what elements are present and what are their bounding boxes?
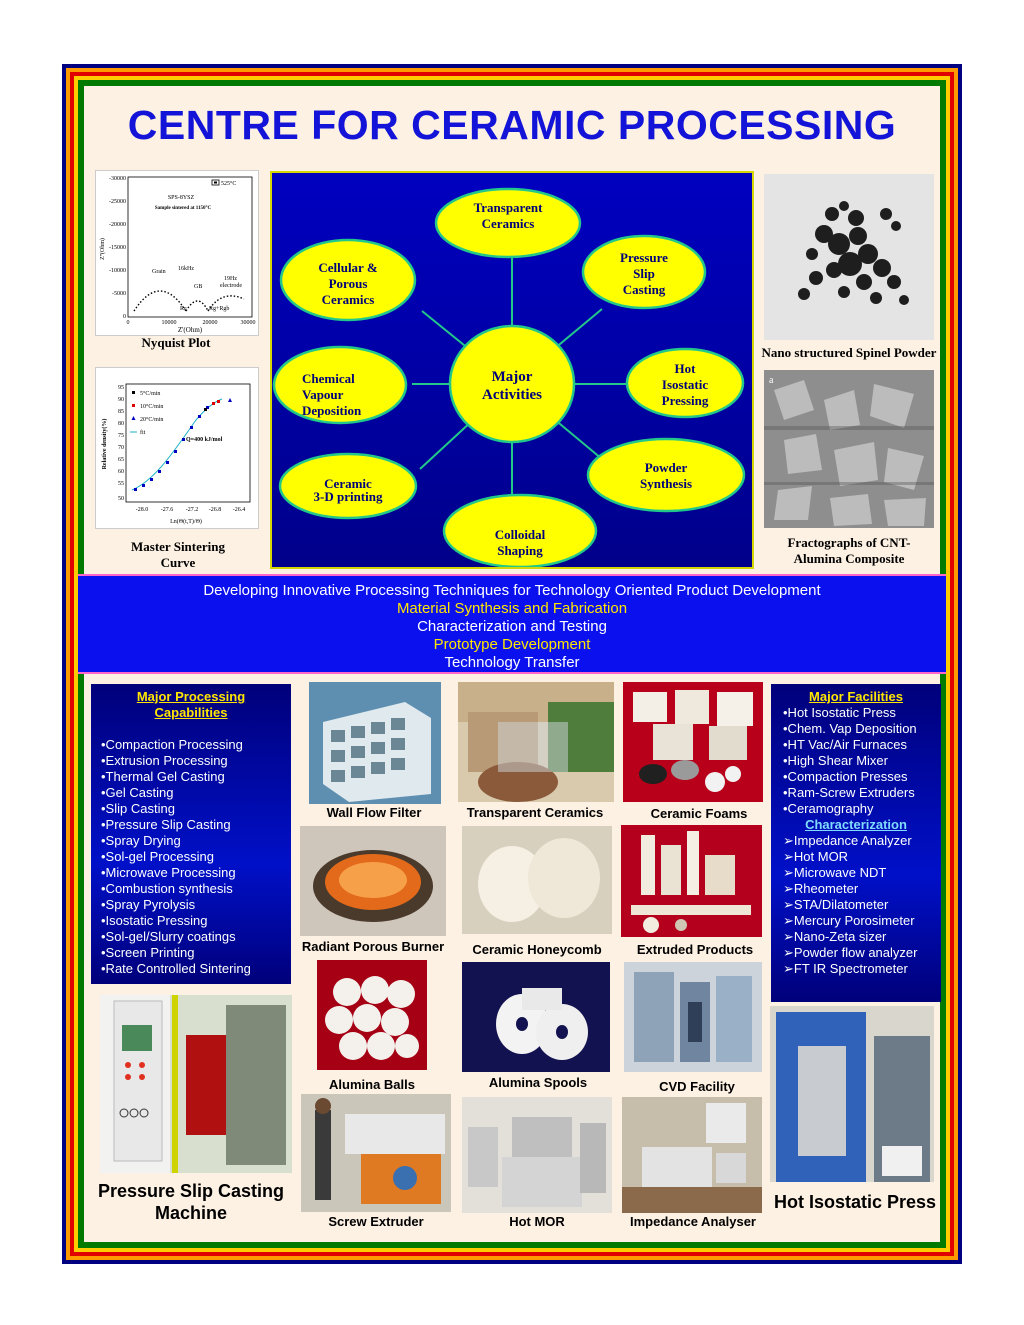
band-line: Characterization and Testing	[417, 618, 607, 635]
diagram-node-label: Vapour	[302, 387, 344, 402]
capability-item: •Compaction Processing	[101, 737, 243, 752]
nyquist-sintered-label: Sample sintered at 1150°C	[154, 206, 212, 211]
cnt-image-label: a	[769, 375, 774, 386]
diagram-center-label: Major	[491, 369, 533, 385]
capability-item: •Screen Printing	[101, 945, 195, 960]
ceramic-foams-caption: Ceramic Foams	[650, 806, 748, 821]
capability-item: •Extrusion Processing	[101, 753, 228, 768]
characterization-item: ➢STA/Dilatometer	[783, 897, 889, 912]
nyquist-annotation: electrode	[220, 283, 242, 289]
nyquist-annotation: GB	[194, 284, 203, 290]
hot-isostatic-press-image	[770, 1006, 934, 1182]
characterization-item: ➢FT IR Spectrometer	[783, 961, 908, 976]
facility-item: •High Shear Mixer	[783, 753, 888, 768]
facility-item: •HT Vac/Air Furnaces	[783, 737, 907, 752]
diagram-node-label: 3-D printing	[313, 489, 383, 504]
sintering-caption-line: Curve	[160, 555, 196, 570]
diagram-node-label: Porous	[328, 276, 368, 291]
facility-item: •Hot Isostatic Press	[783, 705, 896, 720]
screw-extruder-image	[301, 1094, 451, 1212]
band-line: Developing Innovative Processing Techniques for Technology Oriented Product Development	[203, 582, 821, 599]
psc-machine-caption	[86, 1180, 296, 1224]
hot-mor-image	[462, 1097, 612, 1213]
nyquist-y-tick: -30000	[109, 176, 126, 182]
alumina-spools-caption: Alumina Spools	[488, 1075, 588, 1090]
sintering-y-tick: 65	[118, 457, 124, 463]
capability-item: •Isostatic Pressing	[101, 913, 208, 928]
sintering-x-tick: -26.8	[208, 507, 222, 513]
capability-item: •Slip Casting	[101, 801, 175, 816]
sintering-y-tick: 50	[118, 496, 124, 502]
transparent-ceramics-caption: Transparent Ceramics	[466, 805, 604, 820]
capabilities-heading: Capabilities	[154, 705, 228, 720]
facilities-heading: Major Facilities	[809, 689, 903, 704]
diagram-node-label: Ceramic	[324, 476, 372, 491]
sintering-y-tick: 80	[118, 421, 124, 427]
sintering-y-tick: 55	[118, 481, 124, 487]
facility-item: •Ram-Screw Extruders	[783, 785, 915, 800]
nyquist-y-tick: -20000	[109, 222, 126, 228]
nyquist-x-tick: 30000	[240, 320, 256, 326]
nyquist-sample-label: SPS-8YSZ	[167, 195, 195, 201]
sintering-y-tick: 85	[118, 409, 124, 415]
sintering-y-tick: 75	[118, 433, 124, 439]
nyquist-plot	[95, 170, 259, 336]
nyquist-y-tick: -25000	[109, 199, 126, 205]
sintering-curve-plot	[95, 367, 259, 529]
major-activities-diagram	[270, 171, 754, 569]
alumina-spools-image	[462, 962, 610, 1072]
extruded-products-image	[621, 825, 762, 937]
nyquist-annotation: Rg+Rgb	[209, 306, 230, 312]
diagram-nodes	[272, 173, 752, 567]
hot-mor-caption: Hot MOR	[509, 1214, 565, 1229]
capability-item: •Combustion synthesis	[101, 881, 233, 896]
capability-item: •Spray Drying	[101, 833, 181, 848]
sintering-caption-line: Master Sintering	[131, 539, 225, 554]
diagram-node-label: Isostatic	[661, 377, 709, 392]
band-line: Prototype Development	[433, 636, 591, 653]
nyquist-y-tick: -5000	[112, 291, 126, 297]
cnt-fractograph-image	[764, 370, 934, 528]
nano-spinel-powder-image	[764, 174, 934, 340]
spinel-caption: Nano structured Spinel Powder	[761, 345, 937, 360]
diagram-node-label: Cellular &	[318, 260, 378, 275]
alumina-balls-image	[317, 960, 427, 1070]
capability-item: •Sol-gel/Slurry coatings	[101, 929, 236, 944]
sintering-y-tick: 70	[118, 445, 124, 451]
cvd-facility-image	[624, 962, 762, 1072]
nyquist-legend: 525°C	[221, 181, 237, 187]
characterization-item: ➢Microwave NDT	[783, 865, 887, 880]
radiant-burner-caption: Radiant Porous Burner	[301, 939, 445, 954]
band-line: Material Synthesis and Fabrication	[396, 600, 628, 617]
transparent-ceramics-image	[458, 682, 614, 802]
nyquist-x-tick: 10000	[161, 320, 177, 326]
characterization-heading: Characterization	[805, 817, 907, 832]
mission-band	[78, 574, 946, 674]
cnt-caption	[756, 535, 942, 567]
diagram-node-label: Pressure	[620, 250, 668, 265]
sintering-legend-item: 5°C/min	[140, 391, 161, 397]
wall-flow-filter-image	[309, 682, 441, 804]
nyquist-caption: Nyquist Plot	[141, 335, 211, 350]
nyquist-annotation: Re	[180, 306, 187, 312]
hip-caption: Hot Isostatic Press	[773, 1192, 937, 1212]
sintering-legend-item: fit	[140, 430, 146, 436]
diagram-node-label: Colloidal	[494, 527, 546, 542]
facility-item: •Compaction Presses	[783, 769, 908, 784]
capability-item: •Spray Pyrolysis	[101, 897, 196, 912]
sintering-caption	[95, 539, 261, 571]
cnt-caption-line: Alumina Composite	[793, 551, 905, 566]
diagram-node-label: Slip	[633, 266, 655, 281]
ceramic-honeycomb-image	[462, 826, 612, 934]
diagram-node-label: Deposition	[302, 403, 362, 418]
characterization-item: ➢Impedance Analyzer	[783, 833, 912, 848]
nyquist-y-tick: -15000	[109, 245, 126, 251]
nyquist-y-label: Z''(Ohm)	[100, 238, 106, 260]
capability-item: •Thermal Gel Casting	[101, 769, 225, 784]
nyquist-annotation: Grain	[152, 269, 166, 275]
capabilities-panel	[91, 684, 291, 984]
diagram-node-label: Ceramics	[321, 292, 375, 307]
sintering-x-tick: -26.4	[232, 507, 246, 513]
sintering-x-tick: -27.2	[185, 507, 199, 513]
characterization-item: ➢Powder flow analyzer	[783, 945, 918, 960]
psc-machine-caption-line: Machine	[154, 1203, 228, 1223]
sintering-y-tick: 95	[118, 385, 124, 391]
facilities-panel	[771, 684, 941, 1002]
diagram-node-label: Casting	[622, 282, 666, 297]
impedance-analyser-image	[622, 1097, 762, 1213]
sintering-x-tick: -28.0	[135, 507, 149, 513]
psc-machine-caption-line: Pressure Slip Casting	[97, 1181, 285, 1201]
diagram-center-label: Activities	[482, 387, 542, 403]
wall-flow-filter-caption: Wall Flow Filter	[326, 805, 422, 820]
ceramic-foams-image	[623, 682, 763, 802]
nyquist-annotation: 16kHz	[178, 266, 194, 272]
screw-extruder-caption: Screw Extruder	[328, 1214, 424, 1229]
diagram-node-label: Synthesis	[639, 476, 693, 491]
characterization-item: ➢Nano-Zeta sizer	[783, 929, 887, 944]
nyquist-x-tick: 20000	[202, 320, 218, 326]
nyquist-annotation: 19Hz	[224, 276, 237, 282]
diagram-node-label: Hot	[674, 361, 696, 376]
capabilities-heading: Major Processing	[136, 689, 246, 704]
sintering-y-tick: 90	[118, 397, 124, 403]
alumina-balls-caption: Alumina Balls	[329, 1077, 415, 1092]
characterization-item: ➢Hot MOR	[783, 849, 849, 864]
ceramic-honeycomb-caption: Ceramic Honeycomb	[472, 942, 602, 957]
sintering-legend-item: 20°C/min	[140, 417, 164, 423]
band-line: Technology Transfer	[444, 654, 580, 671]
nyquist-y-tick: -10000	[109, 268, 126, 274]
diagram-node-label: Powder	[644, 460, 688, 475]
sintering-legend-item: 10°C/min	[140, 404, 164, 410]
nyquist-x-tick: 0	[126, 320, 130, 326]
facility-item: •Ceramography	[783, 801, 874, 816]
facility-item: •Chem. Vap Deposition	[783, 721, 917, 736]
capability-item: •Rate Controlled Sintering	[101, 961, 251, 976]
sintering-x-tick: -27.6	[160, 507, 174, 513]
pressure-slip-casting-machine-image	[100, 995, 292, 1173]
cvd-facility-caption: CVD Facility	[659, 1079, 735, 1094]
sintering-x-label: Ln(Θ(t,T)/Θ)	[170, 519, 202, 525]
nyquist-y-tick: 0	[123, 314, 126, 320]
cnt-caption-line: Fractographs of CNT-	[787, 535, 911, 550]
sintering-q-label: Q=400 kJ/mol	[186, 437, 223, 443]
nyquist-x-label: Z'(Ohm)	[177, 326, 203, 334]
poster-title: CENTRE FOR CERAMIC PROCESSING	[127, 102, 897, 148]
capability-item: •Gel Casting	[101, 785, 174, 800]
capability-item: •Microwave Processing	[101, 865, 236, 880]
diagram-node-label: Chemical	[302, 371, 355, 386]
diagram-node-label: Ceramics	[481, 216, 535, 231]
diagram-node-label: Transparent	[473, 200, 543, 215]
characterization-item: ➢Rheometer	[783, 881, 859, 896]
sintering-y-label: Relative density(%)	[102, 418, 108, 470]
capability-item: •Pressure Slip Casting	[101, 817, 231, 832]
impedance-analyser-caption: Impedance Analyser	[630, 1214, 756, 1229]
diagram-node-label: Shaping	[497, 543, 543, 558]
capability-item: •Sol-gel Processing	[101, 849, 214, 864]
radiant-porous-burner-image	[300, 826, 446, 936]
extruded-products-caption: Extruded Products	[636, 942, 754, 957]
sintering-y-tick: 60	[118, 469, 124, 475]
characterization-item: ➢Mercury Porosimeter	[783, 913, 915, 928]
diagram-node-label: Pressing	[661, 393, 709, 408]
